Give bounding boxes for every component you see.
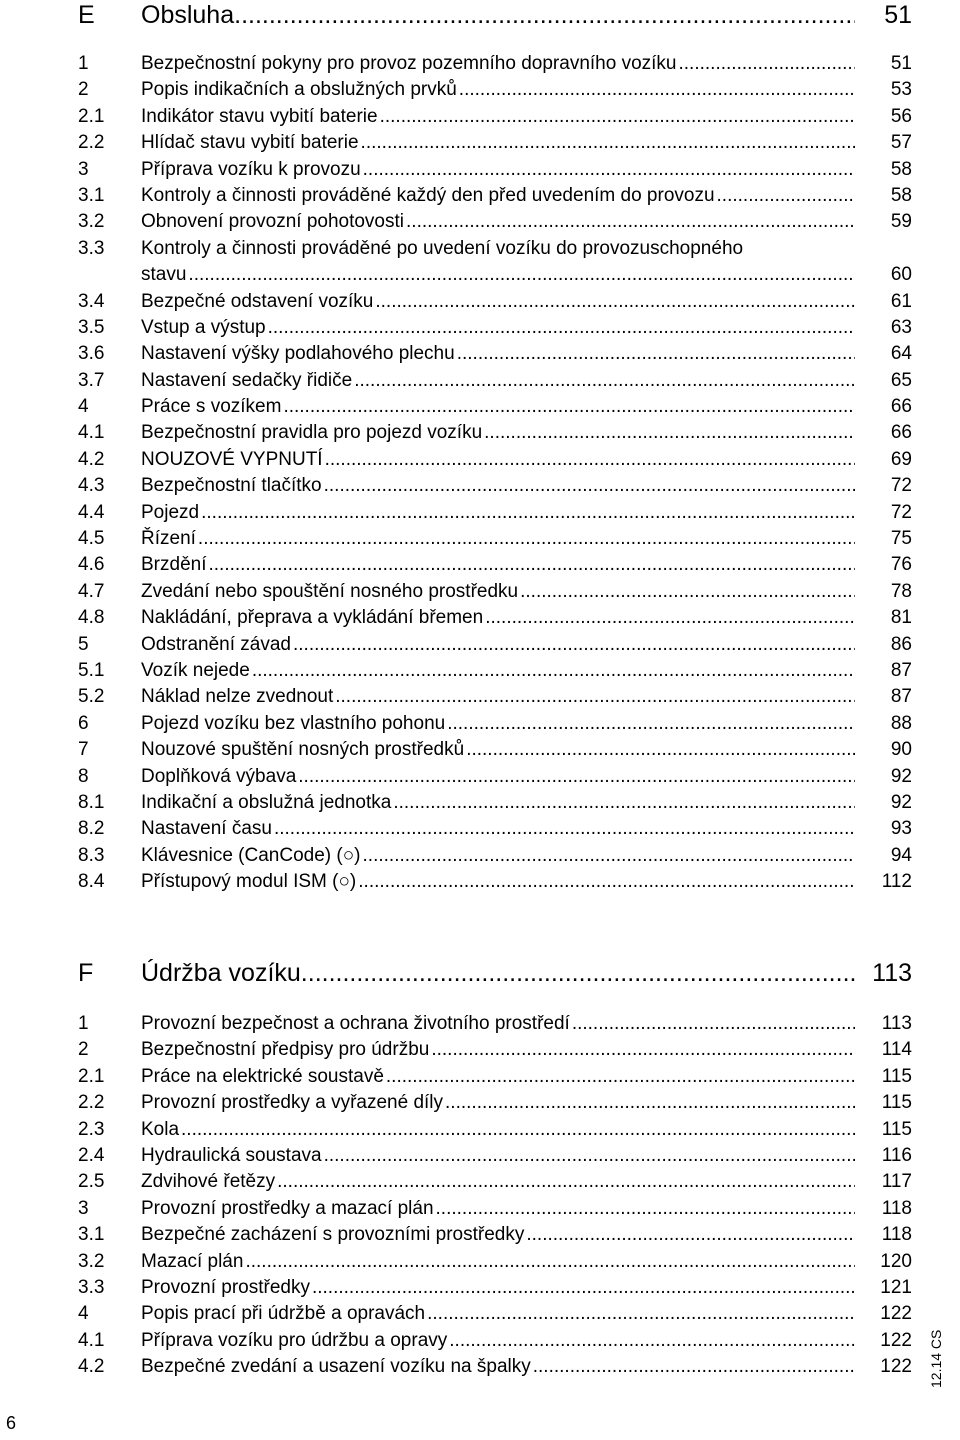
toc-entry-number: 8.2: [78, 818, 105, 840]
toc-entry-page: 66: [890, 396, 912, 418]
toc-entry-number: 1: [78, 1013, 89, 1034]
toc-entry-number: 4.3: [78, 475, 105, 497]
toc-entry[interactable]: [0, 1011, 960, 1037]
toc-entry-page: 118: [881, 1197, 912, 1219]
toc-entry-number: 3.5: [78, 316, 105, 338]
toc-entry-title: Bezpečné zacházení s provozními prostředky: [141, 1224, 525, 1246]
toc-entry-title: Pojezd vozíku bez vlastního pohonu: [141, 712, 446, 734]
toc-entry-page: 76: [890, 554, 912, 576]
toc-entry-page: 115: [881, 1118, 912, 1140]
toc-entry-page: 61: [890, 290, 912, 312]
toc-entry-number: 3.4: [78, 290, 105, 312]
toc-entry-title: Bezpečnostní tlačítko: [141, 475, 322, 497]
chapter-page: 51: [884, 1, 912, 29]
toc-entry-title: Obnovení provozní pohotovosti: [141, 211, 405, 233]
chapter-title: Obsluha: [141, 1, 235, 29]
toc-entry-page: 92: [890, 791, 912, 813]
toc-entry-title: Klávesnice (CanCode) (○): [141, 844, 361, 866]
toc-entry-page: 86: [890, 633, 912, 655]
toc-entry-number: 4.1: [78, 1329, 105, 1351]
toc-entry[interactable]: [0, 1301, 960, 1327]
toc-entry[interactable]: [0, 394, 960, 420]
toc-entry-page: 58: [890, 158, 912, 180]
chapter-letter: E: [78, 1, 95, 29]
toc-entry-title: Hydraulická soustava: [141, 1144, 322, 1166]
toc-entry-page: 93: [890, 818, 912, 840]
toc-entry-title: Popis indikačních a obslužných prvků: [141, 79, 457, 101]
toc-entry-number: 4.8: [78, 607, 105, 629]
toc-entry-page: 53: [890, 79, 912, 101]
toc-entry-number: 3.1: [78, 184, 105, 206]
toc-entry-page: 51: [890, 53, 912, 74]
toc-entry-page: 60: [890, 264, 912, 286]
toc-entry-title: Indikační a obslužná jednotka: [141, 791, 392, 813]
toc-entry[interactable]: [0, 869, 960, 895]
page-number: 6: [6, 1413, 17, 1433]
toc-entry[interactable]: [0, 790, 960, 816]
toc-entry-page: 116: [881, 1144, 912, 1166]
toc-entry[interactable]: [0, 1275, 960, 1301]
toc-entry-number: 3.7: [78, 369, 105, 391]
toc-entry-number: 8: [78, 765, 89, 787]
toc-entry-title: Doplňková výbava: [141, 765, 297, 787]
toc-entry-page: 78: [890, 580, 912, 602]
toc-entry-title: Bezpečné zvedání a usazení vozíku na špalky: [141, 1356, 531, 1378]
toc-entry-number: 1: [78, 53, 89, 74]
toc-entry-title: Indikátor stavu vybití baterie: [141, 105, 378, 127]
toc-entry-title: Kontroly a činnosti prováděné po uvedení vozíku do provozuschopného: [141, 237, 744, 259]
toc-entry-number: 4.1: [78, 422, 105, 444]
toc-entry-page: 88: [890, 712, 912, 734]
toc-entry-number: 5.1: [78, 659, 105, 681]
toc-entry[interactable]: [0, 447, 960, 473]
toc-entry-number: 4: [78, 396, 89, 418]
toc-entry-number: 2.3: [78, 1118, 105, 1140]
toc-entry-number: 5.2: [78, 686, 105, 708]
toc-entry[interactable]: [0, 1064, 960, 1090]
toc-entry-title: Provozní prostředky a mazací plán: [141, 1197, 434, 1219]
toc-entry[interactable]: [0, 1354, 960, 1380]
toc-entry-title: Nastavení sedačky řidiče: [141, 369, 353, 391]
toc-entry-number: 2.1: [78, 105, 105, 127]
toc-entry[interactable]: [0, 183, 960, 209]
toc-entry-continuation[interactable]: [0, 262, 960, 288]
toc-entry-page: 122: [880, 1329, 912, 1351]
document-code: 12.14 CS: [928, 1329, 944, 1388]
toc-entry-page: 115: [881, 1065, 912, 1087]
toc-list-e: [0, 51, 960, 896]
toc-entry-title: Popis prací při údržbě a opravách: [141, 1303, 426, 1325]
toc-entry[interactable]: [0, 500, 960, 526]
toc-entry-title: Přístupový modul ISM (○): [141, 871, 357, 893]
toc-entry[interactable]: [0, 579, 960, 605]
toc-entry-number: 2: [78, 79, 89, 101]
toc-entry-page: 57: [890, 132, 912, 154]
toc-entry-page: 121: [880, 1276, 912, 1298]
toc-entry-number: 4.2: [78, 448, 105, 470]
toc-entry[interactable]: [0, 1090, 960, 1116]
toc-entry-title: Práce s vozíkem: [141, 396, 282, 418]
toc-entry-page: 87: [890, 659, 912, 681]
toc-entry-title: Odstranění závad: [141, 633, 291, 655]
toc-entry[interactable]: [0, 209, 960, 235]
toc-entry-title: Hlídač stavu vybití baterie: [141, 132, 359, 154]
toc-entry-number: 3.2: [78, 1250, 105, 1272]
toc-entry-title: Vozík nejede: [141, 659, 250, 681]
toc-entry[interactable]: [0, 473, 960, 499]
toc-entry-title: Bezpečnostní pokyny pro provoz pozemního dopravního vozíku: [141, 53, 677, 74]
toc-entry[interactable]: [0, 157, 960, 183]
toc-entry-page: 66: [890, 422, 912, 444]
toc-entry[interactable]: [0, 658, 960, 684]
toc-entry[interactable]: [0, 1328, 960, 1354]
toc-entry-number: 8.1: [78, 791, 105, 813]
toc-entry[interactable]: [0, 1117, 960, 1143]
toc-entry-number: 4.2: [78, 1356, 105, 1378]
toc-entry-page: 117: [881, 1171, 912, 1193]
toc-entry[interactable]: [0, 632, 960, 658]
toc-entry-page: 72: [890, 501, 912, 523]
toc-entry-title: Provozní bezpečnost a ochrana životního prostředí: [141, 1013, 570, 1034]
toc-entry-title: Řízení: [141, 528, 196, 550]
toc-entry[interactable]: [0, 605, 960, 631]
toc-entry-page: 58: [890, 184, 912, 206]
toc-entry[interactable]: [0, 1249, 960, 1275]
toc-entry-page: 113: [881, 1013, 912, 1034]
toc-entry[interactable]: [0, 816, 960, 842]
toc-entry-title-continued: stavu: [141, 264, 187, 286]
toc-entry-number: 3.3: [78, 1276, 105, 1298]
toc-entry-page: 64: [890, 343, 912, 365]
toc-entry[interactable]: [0, 130, 960, 156]
toc-entry[interactable]: [0, 684, 960, 710]
toc-entry-page: 120: [880, 1250, 912, 1272]
toc-entry[interactable]: [0, 51, 960, 77]
toc-entry-title: Zvedání nebo spouštění nosného prostředku: [141, 580, 519, 602]
toc-entry[interactable]: [0, 289, 960, 315]
toc-entry-number: 2.4: [78, 1144, 105, 1166]
toc-entry-page: 112: [881, 871, 912, 893]
toc-list-f: [0, 1011, 960, 1380]
toc-entry-number: 2: [78, 1039, 89, 1061]
toc-entry-title: Provozní prostředky a vyřazené díly: [141, 1092, 444, 1114]
toc-entry-number: 2.2: [78, 132, 105, 154]
toc-entry-number: 8.4: [78, 871, 105, 893]
toc-entry[interactable]: [0, 1196, 960, 1222]
chapter-page: 113: [872, 959, 912, 987]
toc-entry-number: 3: [78, 1197, 89, 1219]
toc-entry-number: 5: [78, 633, 89, 655]
toc-entry-title: Kola: [141, 1118, 180, 1140]
toc-entry-page: 118: [881, 1224, 912, 1246]
toc-entry[interactable]: [0, 1222, 960, 1248]
toc-entry[interactable]: [0, 1143, 960, 1169]
toc-entry-title: Zdvihové řetězy: [141, 1171, 276, 1193]
toc-entry-page: 87: [890, 686, 912, 708]
toc-entry-page: 69: [890, 448, 912, 470]
toc-entry-page: 122: [880, 1356, 912, 1378]
toc-entry-title: Nastavení výšky podlahového plechu: [141, 343, 455, 365]
toc-entry[interactable]: [0, 843, 960, 869]
toc-entry-title: Provozní prostředky: [141, 1276, 310, 1298]
toc-entry-number: 3.1: [78, 1224, 105, 1246]
toc-entry[interactable]: [0, 104, 960, 130]
toc-entry-number: 2.5: [78, 1171, 105, 1193]
toc-entry-page: 115: [881, 1092, 912, 1114]
toc-entry[interactable]: [0, 711, 960, 737]
toc-entry-title: Pojezd: [141, 501, 200, 523]
toc-entry-title: Příprava vozíku k provozu: [141, 158, 361, 180]
toc-entry-number: 4: [78, 1303, 89, 1325]
toc-entry-number: 6: [78, 712, 89, 734]
toc-entry[interactable]: [0, 764, 960, 790]
toc-entry-page: 59: [890, 211, 912, 233]
toc-entry-page: 75: [890, 528, 912, 550]
toc-entry[interactable]: [0, 1169, 960, 1195]
toc-entry[interactable]: [0, 315, 960, 341]
chapter-title: Údržba vozíku: [141, 959, 301, 987]
toc-entry-title: Mazací plán: [141, 1250, 244, 1272]
toc-entry-page: 92: [890, 765, 912, 787]
toc-entry-number: 4.7: [78, 580, 105, 602]
chapter-e-heading: [0, 0, 960, 30]
toc-entry-page: 94: [890, 844, 912, 866]
toc-entry-title: Práce na elektrické soustavě: [141, 1065, 384, 1087]
chapter-f-heading: [0, 958, 960, 988]
toc-entry-number: 4.6: [78, 554, 105, 576]
toc-entry-title: Kontroly a činnosti prováděné každý den před uvedením do provozu: [141, 184, 715, 206]
toc-entry-page: 63: [890, 316, 912, 338]
toc-entry[interactable]: [0, 77, 960, 103]
toc-entry-number: 3: [78, 158, 89, 180]
toc-entry-page: 114: [881, 1039, 912, 1061]
toc-entry-page: 65: [890, 369, 912, 391]
toc-entry-page: 90: [890, 739, 912, 761]
toc-entry-page: 81: [890, 607, 912, 629]
toc-entry-title: Vstup a výstup: [141, 316, 266, 338]
toc-entry-title: Bezpečnostní pravidla pro pojezd vozíku: [141, 422, 483, 444]
toc-entry[interactable]: [0, 368, 960, 394]
toc-entry-page: 56: [890, 105, 912, 127]
toc-entry-title: Nakládání, přeprava a vykládání břemen: [141, 607, 484, 629]
toc-entry[interactable]: [0, 341, 960, 367]
toc-entry[interactable]: [0, 737, 960, 763]
toc-entry-number: 4.4: [78, 501, 105, 523]
toc-entry-title: Náklad nelze zvednout: [141, 686, 334, 708]
toc-entry[interactable]: [0, 552, 960, 578]
toc-entry-number: 4.5: [78, 528, 105, 550]
toc-entry[interactable]: [0, 420, 960, 446]
toc-entry[interactable]: [0, 236, 960, 262]
toc-entry-title: Bezpečnostní předpisy pro údržbu: [141, 1039, 430, 1061]
toc-entry-page: 122: [880, 1303, 912, 1325]
toc-entry-number: 7: [78, 739, 89, 761]
toc-entry-number: 8.3: [78, 844, 105, 866]
chapter-letter: F: [78, 959, 94, 987]
toc-entry-title: NOUZOVÉ VYPNUTÍ: [141, 448, 323, 470]
toc-entry[interactable]: [0, 1037, 960, 1063]
toc-entry-page: 72: [890, 475, 912, 497]
toc-entry-title: Bezpečné odstavení vozíku: [141, 290, 374, 312]
toc-entry-number: 2.1: [78, 1065, 105, 1087]
toc-entry-number: 3.6: [78, 343, 105, 365]
toc-entry-title: Brzdění: [141, 554, 207, 576]
toc-entry-number: 3.3: [78, 237, 105, 259]
toc-entry-number: 3.2: [78, 211, 105, 233]
toc-entry-title: Příprava vozíku pro údržbu a opravy: [141, 1329, 448, 1351]
toc-entry-number: 2.2: [78, 1092, 105, 1114]
toc-entry-title: Nouzové spuštění nosných prostředků: [141, 739, 465, 761]
toc-entry[interactable]: [0, 526, 960, 552]
toc-entry-title: Nastavení času: [141, 818, 272, 840]
